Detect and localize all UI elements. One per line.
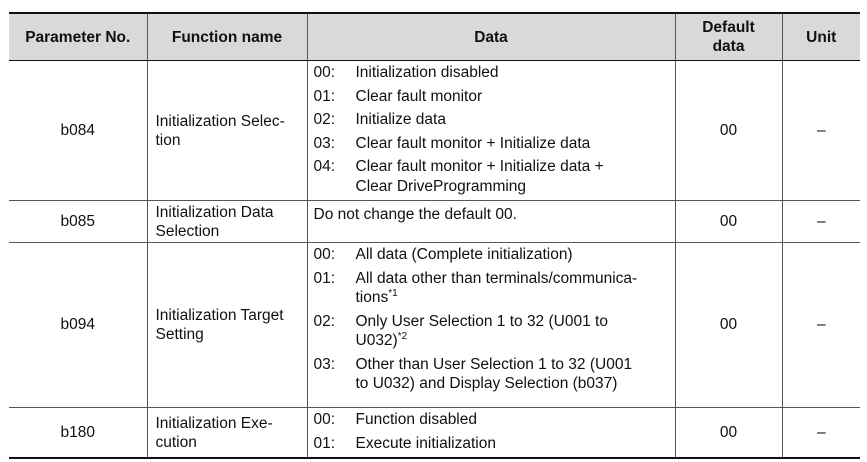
footnote-ref: *2 xyxy=(397,330,408,342)
option-text-line1: Other than User Selection 1 to 32 (U001 xyxy=(355,355,633,373)
option-code: 00: xyxy=(313,64,336,81)
option-text: Clear fault monitor xyxy=(355,87,483,105)
unit: – xyxy=(782,61,860,201)
table-row xyxy=(9,408,860,459)
table-row xyxy=(9,243,860,408)
option-code: 04: xyxy=(313,158,336,175)
option-text: Clear fault monitor + Initialize data xyxy=(355,134,591,152)
option-text-line1: All data other than terminals/communica- xyxy=(355,269,638,287)
header-parameter-no: Parameter No. xyxy=(9,13,147,61)
option-code: 00: xyxy=(313,246,336,263)
option-text: Execute initialization xyxy=(355,434,496,452)
default-data: 00 xyxy=(675,61,782,201)
option-text xyxy=(356,355,669,394)
option-item xyxy=(314,110,669,130)
option-text: All data (Complete initialization) xyxy=(355,246,573,263)
option-code: 00: xyxy=(313,411,336,428)
unit: – xyxy=(782,201,860,243)
function-name-line2: Selection xyxy=(155,222,220,240)
unit: – xyxy=(782,408,860,459)
header-default-data xyxy=(675,13,782,61)
table-row xyxy=(9,201,860,243)
option-text-line2: to U032) and Display Selection (b037) xyxy=(355,375,618,392)
function-name-line1: Initialization Target xyxy=(155,307,284,324)
data-note: Do not change the default 00. xyxy=(313,206,517,223)
unit: – xyxy=(782,243,860,408)
option-code: 02: xyxy=(313,111,336,128)
option-code: 02: xyxy=(313,312,336,330)
header-function-name: Function name xyxy=(147,13,307,61)
function-name-line1: Initialization Selec- xyxy=(155,112,285,130)
option-text-line2: tions xyxy=(355,289,389,306)
default-data: 00 xyxy=(675,201,782,243)
option-text: Initialization disabled xyxy=(355,64,499,81)
option-text-line1: Clear fault monitor + Initialize data + xyxy=(355,158,604,175)
option-item xyxy=(314,134,669,154)
option-code: 01: xyxy=(313,434,336,452)
option-item xyxy=(314,434,669,454)
option-text-line2: U032) xyxy=(355,332,398,349)
function-name-line2: Setting xyxy=(155,326,204,343)
function-name-line2: cution xyxy=(155,433,197,451)
option-item xyxy=(314,245,669,265)
function-name-line1: Initialization Data xyxy=(155,203,274,221)
option-text xyxy=(356,157,669,196)
option-item xyxy=(314,87,669,107)
data-cell xyxy=(307,408,675,459)
option-text xyxy=(356,269,669,308)
parameter-table xyxy=(9,12,860,459)
data-cell xyxy=(307,201,675,243)
parameter-no: b084 xyxy=(9,61,147,201)
option-item xyxy=(314,63,669,83)
option-item xyxy=(314,269,669,308)
option-text: Initialize data xyxy=(355,111,446,128)
data-cell xyxy=(307,243,675,408)
default-data: 00 xyxy=(675,243,782,408)
header-default-line1: Default xyxy=(702,19,755,36)
option-item xyxy=(314,410,669,430)
header-row xyxy=(9,13,860,61)
function-name xyxy=(147,61,307,201)
option-text-line2: Clear DriveProgramming xyxy=(355,177,527,195)
parameter-no: b180 xyxy=(9,408,147,459)
function-name-line1: Initialization Exe- xyxy=(155,414,273,432)
function-name xyxy=(147,243,307,408)
option-code: 01: xyxy=(313,269,336,287)
parameter-no: b085 xyxy=(9,201,147,243)
option-text-line1: Only User Selection 1 to 32 (U001 to xyxy=(355,312,608,330)
option-text xyxy=(356,312,669,351)
option-item xyxy=(314,312,669,351)
header-default-line2: data xyxy=(712,38,745,55)
default-data: 00 xyxy=(675,408,782,459)
option-code: 01: xyxy=(313,87,336,105)
option-item xyxy=(314,355,669,394)
option-text: Function disabled xyxy=(355,411,477,428)
option-code: 03: xyxy=(313,134,336,152)
data-cell xyxy=(307,61,675,201)
option-item xyxy=(314,157,669,196)
footnote-ref: *1 xyxy=(388,287,398,299)
header-unit: Unit xyxy=(782,13,860,61)
function-name-line2: tion xyxy=(155,131,181,149)
parameter-no: b094 xyxy=(9,243,147,408)
function-name xyxy=(147,408,307,459)
option-code: 03: xyxy=(313,355,336,373)
function-name xyxy=(147,201,307,243)
header-data: Data xyxy=(307,13,675,61)
table-row xyxy=(9,61,860,201)
